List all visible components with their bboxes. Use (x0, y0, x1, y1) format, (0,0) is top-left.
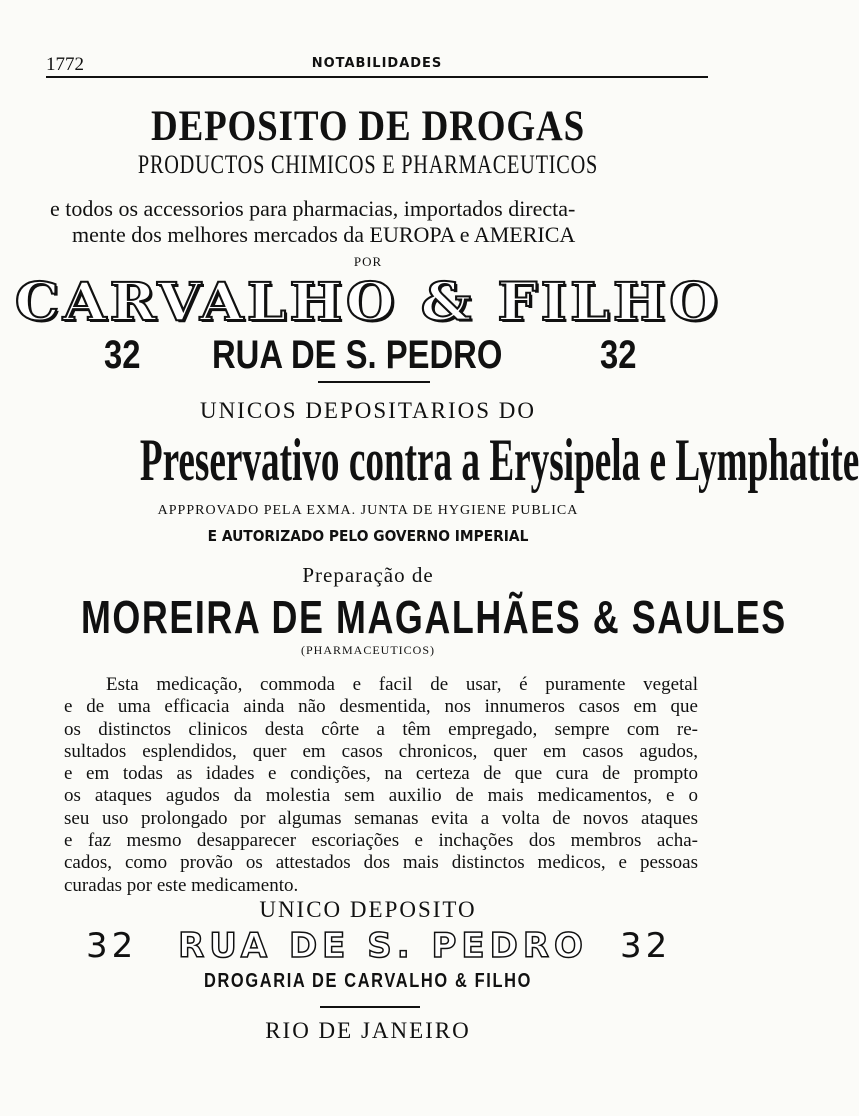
address-street: RUA DE S. PEDRO (212, 333, 503, 377)
authorization-line: E AUTORIZADO PELO GOVERNO IMPERIAL (207, 527, 529, 545)
intro-line-1: e todos os accessorios para pharmacias, importados directa- (50, 196, 576, 221)
address2-street: RUA DE S. PEDRO (178, 926, 588, 966)
product-name: Preservativo contra a Erysipela e Lymphatite (139, 427, 859, 493)
body-line: os ataques agudos da molestia sem auxilio de mais medicamentos, e o (64, 785, 698, 807)
address-number-left: 32 (104, 333, 141, 377)
city-name: RIO DE JANEIRO (265, 1018, 471, 1043)
unicos-depositarios: UNICOS DEPOSITARIOS DO (199, 398, 537, 423)
intro-line-2: mente dos melhores mercados da EUROPA e AMERICA (72, 222, 576, 247)
body-line: e faz mesmo desapparecer escoriações e inchações dos membros acha- (64, 830, 698, 852)
body-line: os distinctos clinicos desta côrte a têm empregado, sempre com re- (64, 718, 698, 740)
advert-subtitle: PRODUCTOS CHIMICOS E PHARMACEUTICOS (137, 150, 599, 179)
advert-title: DEPOSITO DE DROGAS (150, 103, 586, 150)
body-line: Esta medicação, commoda e facil de usar, é puramente vegetal (106, 674, 698, 695)
approval-line: APPPROVADO PELA EXMA. JUNTA DE HYGIENE PUBLICA (157, 503, 579, 518)
page-number: 1772 (46, 54, 84, 75)
divider-2 (320, 1006, 420, 1008)
body-line: e em todas as idades e condições, na certeza de que cura de prompto (64, 763, 698, 785)
body-line: cados, como provão os attestados dos mais distinctos medicos, e pessoas (64, 852, 698, 874)
body-line: sultados esplendidos, quer em casos chronicos, quer em casos agudos, (64, 740, 698, 762)
divider (318, 381, 430, 383)
unico-deposito: UNICO DEPOSITO (259, 897, 477, 922)
address-number-right: 32 (600, 333, 637, 377)
body-line: curadas por este medicamento. (64, 874, 299, 896)
firm-name: CARVALHO & FILHO (14, 272, 722, 333)
body-line: e de uma efficacia ainda não desmentida, nos innumeros casos em que (64, 696, 698, 718)
por-label: POR (353, 254, 383, 269)
address2-number-left: 32 (86, 926, 138, 966)
preparation-label: Preparação de (302, 563, 434, 587)
header-rule (46, 76, 708, 78)
drogaria-name: DROGARIA DE CARVALHO & FILHO (203, 970, 533, 992)
body-line: seu uso prolongado por algumas semanas evita a volta de novos ataques (64, 807, 698, 829)
running-title: NOTABILIDADES (311, 56, 443, 71)
makers-name: MOREIRA DE MAGALHÃES & SAULES (80, 591, 787, 643)
body-paragraph (64, 674, 698, 897)
address2-number-right: 32 (620, 926, 672, 966)
page-header (46, 54, 708, 76)
makers-note: (PHARMACEUTICOS) (300, 643, 435, 657)
